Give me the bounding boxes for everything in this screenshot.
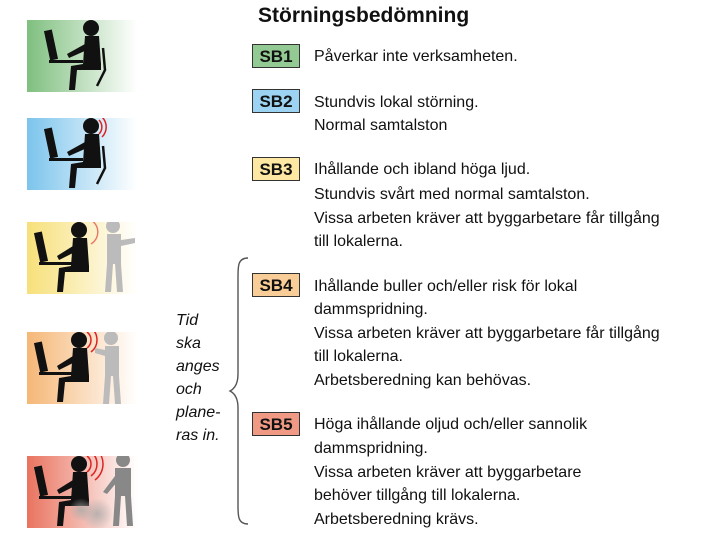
curly-brace-icon — [228, 256, 252, 526]
office-worker-calm-illustration — [27, 20, 137, 92]
sb3-line-3: Vissa arbeten kräver att byggarbetare får tillgång — [314, 210, 660, 227]
note-line-3: anges — [176, 358, 220, 375]
sb4-line-3: Vissa arbeten kräver att byggarbetare får tillgång — [314, 325, 660, 342]
sb5-line-3: Vissa arbeten kräver att byggarbetare — [314, 464, 582, 481]
office-worker-construction-noise-illustration — [27, 222, 137, 294]
sb4-line-5: Arbetsberedning kan behövas. — [314, 372, 532, 389]
note-line-6: ras in. — [176, 427, 220, 444]
sb4-line-4: till lokalerna. — [314, 348, 403, 365]
page-title: Störningsbedömning — [258, 4, 470, 27]
sb2-line-1: Stundvis lokal störning. — [314, 94, 479, 111]
office-worker-minor-noise-illustration — [27, 118, 137, 190]
sb3-badge: SB3 — [252, 157, 300, 181]
office-worker-drilling-illustration — [27, 332, 137, 404]
sb4-line-1: Ihållande buller och/eller risk för lokal — [314, 278, 578, 295]
sb3-line-1: Ihållande och ibland höga ljud. — [314, 161, 531, 178]
time-planning-note — [176, 309, 220, 447]
note-line-5: plane- — [176, 404, 221, 421]
sb5-badge: SB5 — [252, 412, 300, 436]
note-line-1: Tid — [176, 312, 199, 329]
sb5-line-5: Arbetsberedning krävs. — [314, 511, 479, 528]
sb5-line-4: behöver tillgång till lokalerna. — [314, 487, 521, 504]
note-line-2: ska — [176, 335, 201, 352]
sb4-badge: SB4 — [252, 273, 300, 297]
note-line-4: och — [176, 381, 202, 398]
sb3-line-4: till lokalerna. — [314, 233, 403, 250]
sb1-line-1: Påverkar inte verksamheten. — [314, 48, 518, 65]
office-worker-heavy-drilling-dust-illustration — [27, 456, 137, 528]
sb2-badge: SB2 — [252, 89, 300, 113]
sb4-line-2: dammspridning. — [314, 301, 428, 318]
sb1-badge: SB1 — [252, 44, 300, 68]
sb5-line-2: dammspridning. — [314, 440, 428, 457]
sb5-line-1: Höga ihållande oljud och/eller sannolik — [314, 416, 588, 433]
sb2-line-2: Normal samtalston — [314, 117, 448, 134]
sb3-line-2: Stundvis svårt med normal samtalston. — [314, 186, 590, 203]
